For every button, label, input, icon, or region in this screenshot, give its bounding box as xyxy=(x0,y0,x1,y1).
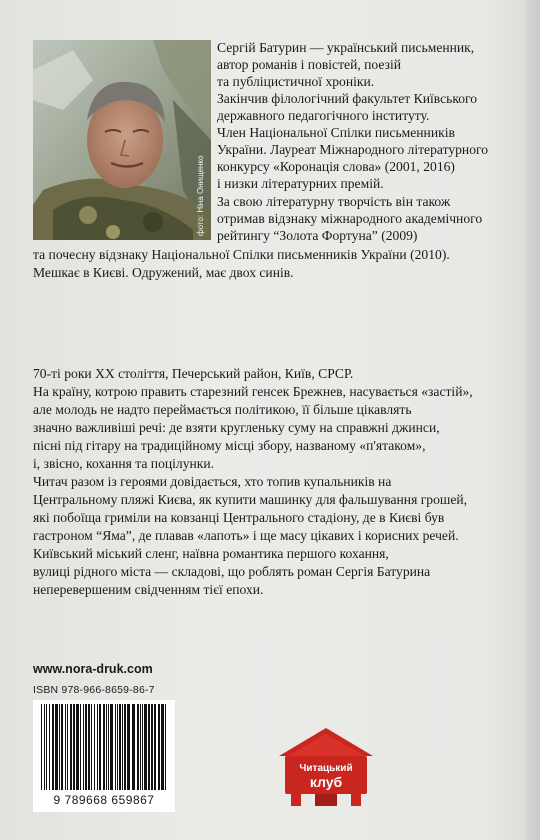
barcode-bar xyxy=(127,704,130,790)
bio-line: рейтингу “Золота Фортуна” (2009) xyxy=(217,228,418,243)
barcode-bar xyxy=(61,704,63,790)
bio-line: України. Лауреат Міжнародного літературного xyxy=(217,142,489,157)
barcode-bar xyxy=(49,704,50,790)
description-line: Читач разом із героями довідається, хто топив купальників на xyxy=(33,474,392,489)
bio-line: державного педагогічного інституту. xyxy=(217,108,430,123)
description-line: Київський міський сленг, наївна романтика першого кохання, xyxy=(33,546,389,561)
barcode-bar xyxy=(106,704,107,790)
barcode-bar xyxy=(99,704,101,790)
isbn-barcode xyxy=(33,700,175,812)
photo-credit: фото: Ніна Онищенко xyxy=(196,155,205,236)
description-line: неперевершеним свідченням тієї епохи. xyxy=(33,582,264,597)
description-line: але молодь не надто переймається політикою, її більше цікавлять xyxy=(33,402,412,417)
barcode-bar xyxy=(83,704,84,790)
barcode-bar xyxy=(67,704,68,790)
club-label-bottom: клуб xyxy=(309,774,343,790)
bio-line: та публіцистичної хроніки. xyxy=(217,74,375,89)
barcode-bar xyxy=(44,704,45,790)
barcode-bar xyxy=(110,704,113,790)
barcode-bar xyxy=(154,704,156,790)
description-line: Центральному пляжі Києва, як купити машинку для фальшування грошей, xyxy=(33,492,468,507)
description-line: На країну, котрою править старезний генсек Брежнев, насувається «застій», xyxy=(33,384,473,399)
barcode-bar xyxy=(142,704,143,790)
barcode-bar xyxy=(88,704,90,790)
barcode-bar xyxy=(94,704,95,790)
readers-club-logo xyxy=(277,724,375,810)
barcode-bar xyxy=(76,704,79,790)
bio-line: та почесну відзнаку Національної Спілки письменників України (2010). xyxy=(33,247,450,262)
barcode-bar xyxy=(132,704,135,790)
description-line: пісні під гітару на традиційному місці збору, названому «п'ятаком», xyxy=(33,438,426,453)
description-line: вулиці рідного міста — складові, що роблять роман Сергія Батурина xyxy=(33,564,431,579)
publisher-website: www.nora-druk.com xyxy=(33,662,153,676)
bio-line: Член Національної Спілки письменників xyxy=(217,125,455,140)
bio-line: і низки літературних премій. xyxy=(217,176,384,191)
barcode-bar xyxy=(55,704,58,790)
description-line: 70-ті роки XX століття, Печерський район, Київ, СРСР. xyxy=(33,366,354,381)
description-line: які побоїща гриміли на ковзанці Центрального стадіону, де в Києві був xyxy=(33,510,445,525)
barcode-bar xyxy=(80,704,81,790)
club-label-top: Читацький xyxy=(299,763,353,774)
barcode-bar xyxy=(158,704,160,790)
barcode-bar xyxy=(97,704,98,790)
barcode-bar xyxy=(124,704,126,790)
barcode-bar xyxy=(144,704,147,790)
bio-line: Мешкає в Києві. Одружений, має двох синів. xyxy=(33,265,294,280)
bio-line: Закінчив філологічний факультет Київського xyxy=(217,91,478,106)
barcode-bar xyxy=(73,704,75,790)
barcode-bar xyxy=(115,704,116,790)
barcode-bar xyxy=(65,704,66,790)
barcode-bar xyxy=(103,704,105,790)
barcode-bar xyxy=(91,704,92,790)
bio-line: конкурсу «Коронація слова» (2001, 2016) xyxy=(217,159,455,174)
description-line: і, звісно, кохання та поцілунки. xyxy=(33,456,215,471)
barcode-bar xyxy=(140,704,141,790)
barcode-bar xyxy=(117,704,118,790)
barcode-bar xyxy=(119,704,121,790)
barcode-bar xyxy=(148,704,150,790)
bio-line: отримав відзнаку міжнародного академічного xyxy=(217,211,483,226)
cover-edge xyxy=(526,0,540,840)
barcode-digits: 9 789668 659867 xyxy=(53,793,155,807)
barcode-bar xyxy=(161,704,164,790)
description-line: значно важливіші речі: де взяти кругленьку суму на справжні джинси, xyxy=(33,420,440,435)
author-photo xyxy=(33,40,211,240)
barcode-bar xyxy=(122,704,123,790)
bio-line: автор романів і повістей, поезій xyxy=(217,57,401,72)
barcode-bar xyxy=(59,704,60,790)
barcode-bar xyxy=(151,704,153,790)
barcode-bar xyxy=(137,704,139,790)
barcode-bar xyxy=(52,704,54,790)
barcode-bar xyxy=(85,704,87,790)
bio-line: Сергій Батурин — український письменник, xyxy=(217,40,475,55)
isbn-text: ISBN 978-966-8659-86-7 xyxy=(33,684,155,696)
barcode-bar xyxy=(108,704,109,790)
bio-line: За свою літературну творчість він також xyxy=(217,194,451,209)
barcode-bar xyxy=(165,704,166,790)
barcode-bar xyxy=(46,704,47,790)
barcode-bar xyxy=(41,704,42,790)
description-line: гастроном “Яма”, де плавав «лапоть» і ще масу цікавих і корисних речей. xyxy=(33,528,459,543)
barcode-bar xyxy=(70,704,72,790)
